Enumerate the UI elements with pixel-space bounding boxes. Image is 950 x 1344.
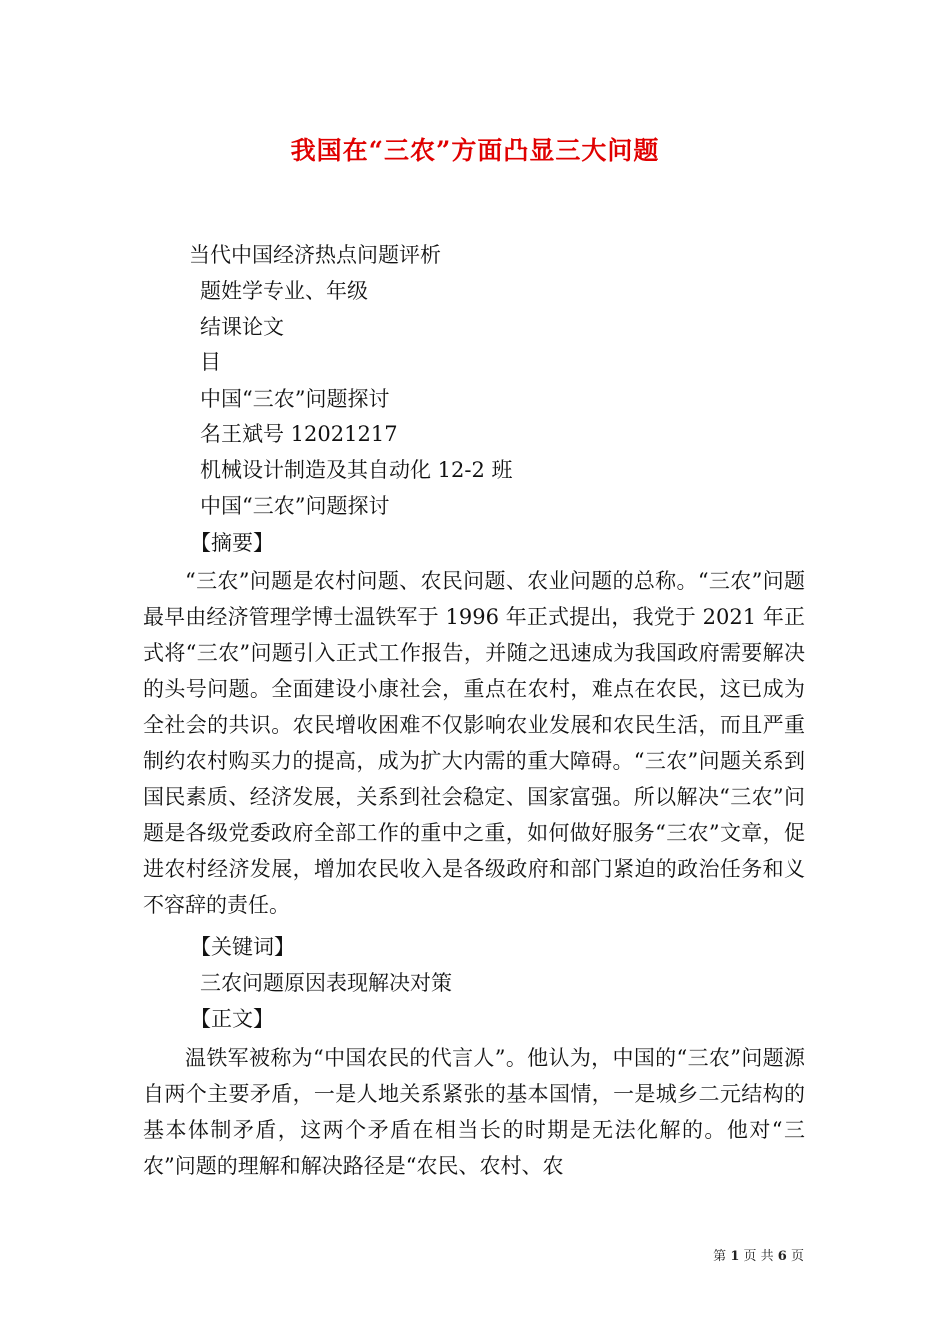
student-info-line: 题姓学专业、年级 bbox=[200, 279, 368, 303]
abstract-heading: 【摘要】 bbox=[190, 531, 274, 555]
major-class-line: 机械设计制造及其自动化 12-2 班 bbox=[200, 458, 513, 482]
paper-type-line: 结课论文 bbox=[200, 315, 284, 339]
student-name-id-line: 名王斌号 12021217 bbox=[200, 422, 398, 446]
keywords-text: 三农问题原因表现解决对策 bbox=[200, 971, 452, 995]
footer-suffix: 页 bbox=[790, 1249, 804, 1264]
paper-subtitle-line: 中国“三农”问题探讨 bbox=[200, 494, 390, 518]
keywords-heading: 【关键词】 bbox=[190, 935, 295, 959]
footer-middle: 页 共 bbox=[743, 1249, 774, 1264]
page-number-footer bbox=[713, 1248, 804, 1266]
body-heading: 【正文】 bbox=[190, 1007, 274, 1031]
abstract-paragraph: “三农”问题是农村问题、农民问题、农业问题的总称。“三农”问题最早由经济管理学博士温铁军于 1996 年正式提出，我党于 2021 年正式将“三农”问题引入正式工作报告，并随之迅速成为我国政府需要解决的头号问题。全面建设小康社会，重点在农村，难点在农民，这已成为全社会的共识。农民增收困难不仅影响农业发展和农民生活，而且严重制约农村购买力的提高，成为扩大内需的重大障碍。“三农”问题关系到国民素质、经济发展，关系到社会稳定、国家富强。所以解决“三农”问题是各级党委政府全部工作的重中之重，如何做好服务“三农”文章，促进农村经济发展，增加农民收入是各级政府和部门紧迫的政治任务和义不容辞的责任。 bbox=[143, 569, 805, 917]
paper-topic-line: 中国“三农”问题探讨 bbox=[200, 387, 390, 411]
document-title: 我国在“三农”方面凸显三大问题 bbox=[290, 136, 660, 165]
fragment-line: 目 bbox=[200, 350, 221, 374]
course-name-line: 当代中国经济热点问题评析 bbox=[189, 243, 441, 267]
footer-current-page: 1 bbox=[730, 1249, 740, 1264]
footer-prefix: 第 bbox=[713, 1249, 727, 1264]
footer-total-pages: 6 bbox=[777, 1249, 787, 1264]
body-paragraph: 温铁军被称为“中国农民的代言人”。他认为，中国的“三农”问题源自两个主要矛盾，一是人地关系紧张的基本国情，一是城乡二元结构的基本体制矛盾，这两个矛盾在相当长的时期是无法化解的。他对“三农”问题的理解和解决路径是“农民、农村、农 bbox=[143, 1046, 805, 1178]
